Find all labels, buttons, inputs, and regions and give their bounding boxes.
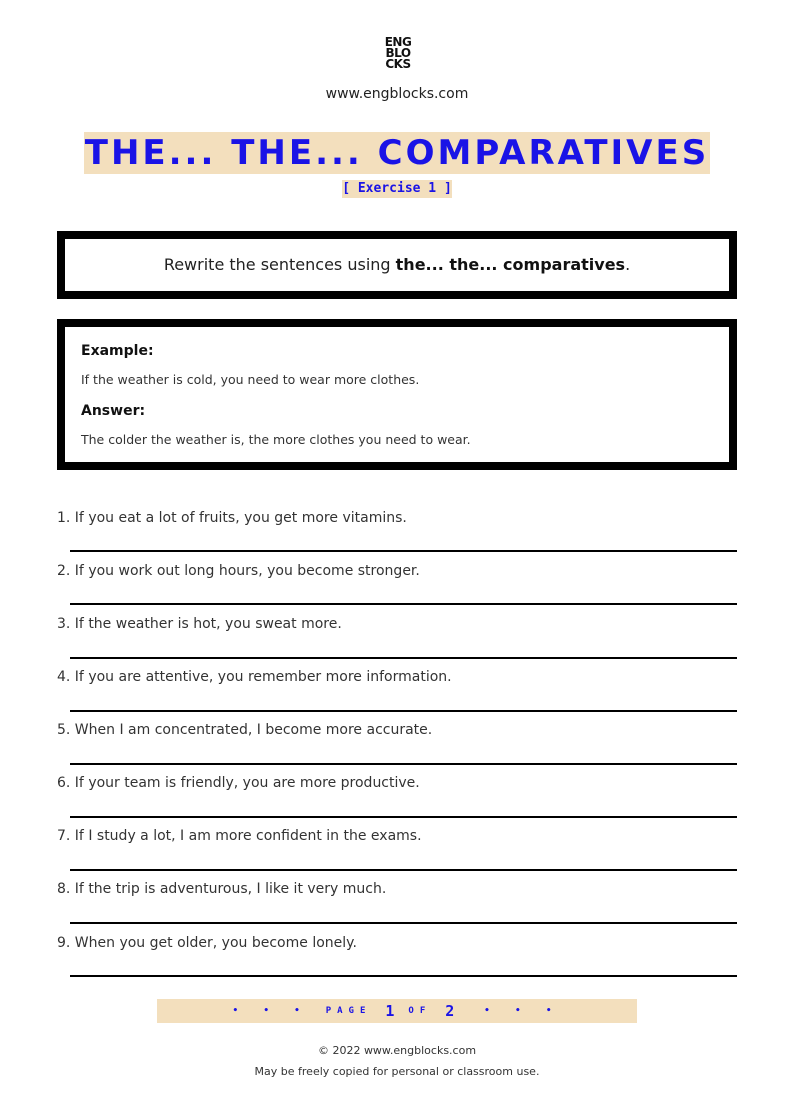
example-box [57, 319, 737, 470]
question-6: 6. If your team is friendly, you are more productive. [57, 775, 420, 791]
answer-line-6[interactable] [70, 816, 737, 818]
instruction-bold: the... the... comparatives [395, 255, 626, 274]
answer-line-9[interactable] [70, 975, 737, 977]
logo-line-1: ENG [384, 35, 412, 49]
footer-note: May be freely copied for personal or classroom use. [254, 1065, 540, 1078]
answer-line-2[interactable] [70, 603, 737, 605]
site-url[interactable]: www.engblocks.com [325, 86, 469, 102]
logo-line-2: BLO [385, 46, 411, 60]
pager-page-word: PAGE [325, 1006, 372, 1016]
answer-text: The colder the weather is, the more clothes you need to wear. [81, 432, 471, 447]
answer-line-5[interactable] [70, 763, 737, 765]
question-8: 8. If the trip is adventurous, I like it very much. [57, 881, 387, 897]
question-2: 2. If you work out long hours, you become stronger. [57, 563, 420, 579]
pager-dots-left: • • • [232, 1006, 310, 1016]
logo-line-3: CKS [385, 57, 411, 71]
title-highlight [84, 132, 710, 174]
exercise-subtitle: [ Exercise 1 ] [342, 181, 452, 196]
question-3: 3. If the weather is hot, you sweat more. [57, 616, 342, 632]
page-indicator [157, 999, 637, 1023]
pager-current: 1 [385, 1002, 395, 1020]
answer-line-3[interactable] [70, 657, 737, 659]
question-4: 4. If you are attentive, you remember more information. [57, 669, 452, 685]
pager-of-word: OF [408, 1006, 432, 1016]
example-label: Example: [81, 343, 154, 359]
page-title: THE... THE... COMPARATIVES [84, 133, 710, 173]
answer-line-4[interactable] [70, 710, 737, 712]
instruction-prefix: Rewrite the sentences using [163, 255, 396, 274]
question-1: 1. If you eat a lot of fruits, you get more vitamins. [57, 510, 407, 526]
answer-label: Answer: [81, 403, 146, 419]
question-9: 9. When you get older, you become lonely. [57, 935, 357, 951]
answer-line-7[interactable] [70, 869, 737, 871]
engblocks-logo [380, 37, 416, 70]
example-text: If the weather is cold, you need to wear more clothes. [81, 372, 420, 387]
instruction-box [57, 231, 737, 299]
question-5: 5. When I am concentrated, I become more accurate. [57, 722, 433, 738]
answer-line-1[interactable] [70, 550, 737, 552]
pager-dots-right: • • • [484, 1006, 562, 1016]
question-7: 7. If I study a lot, I am more confident in the exams. [57, 828, 422, 844]
footer-copyright: © 2022 www.engblocks.com [317, 1044, 477, 1057]
answer-line-8[interactable] [70, 922, 737, 924]
instruction-suffix: . [625, 255, 631, 274]
pager-total: 2 [445, 1002, 455, 1020]
